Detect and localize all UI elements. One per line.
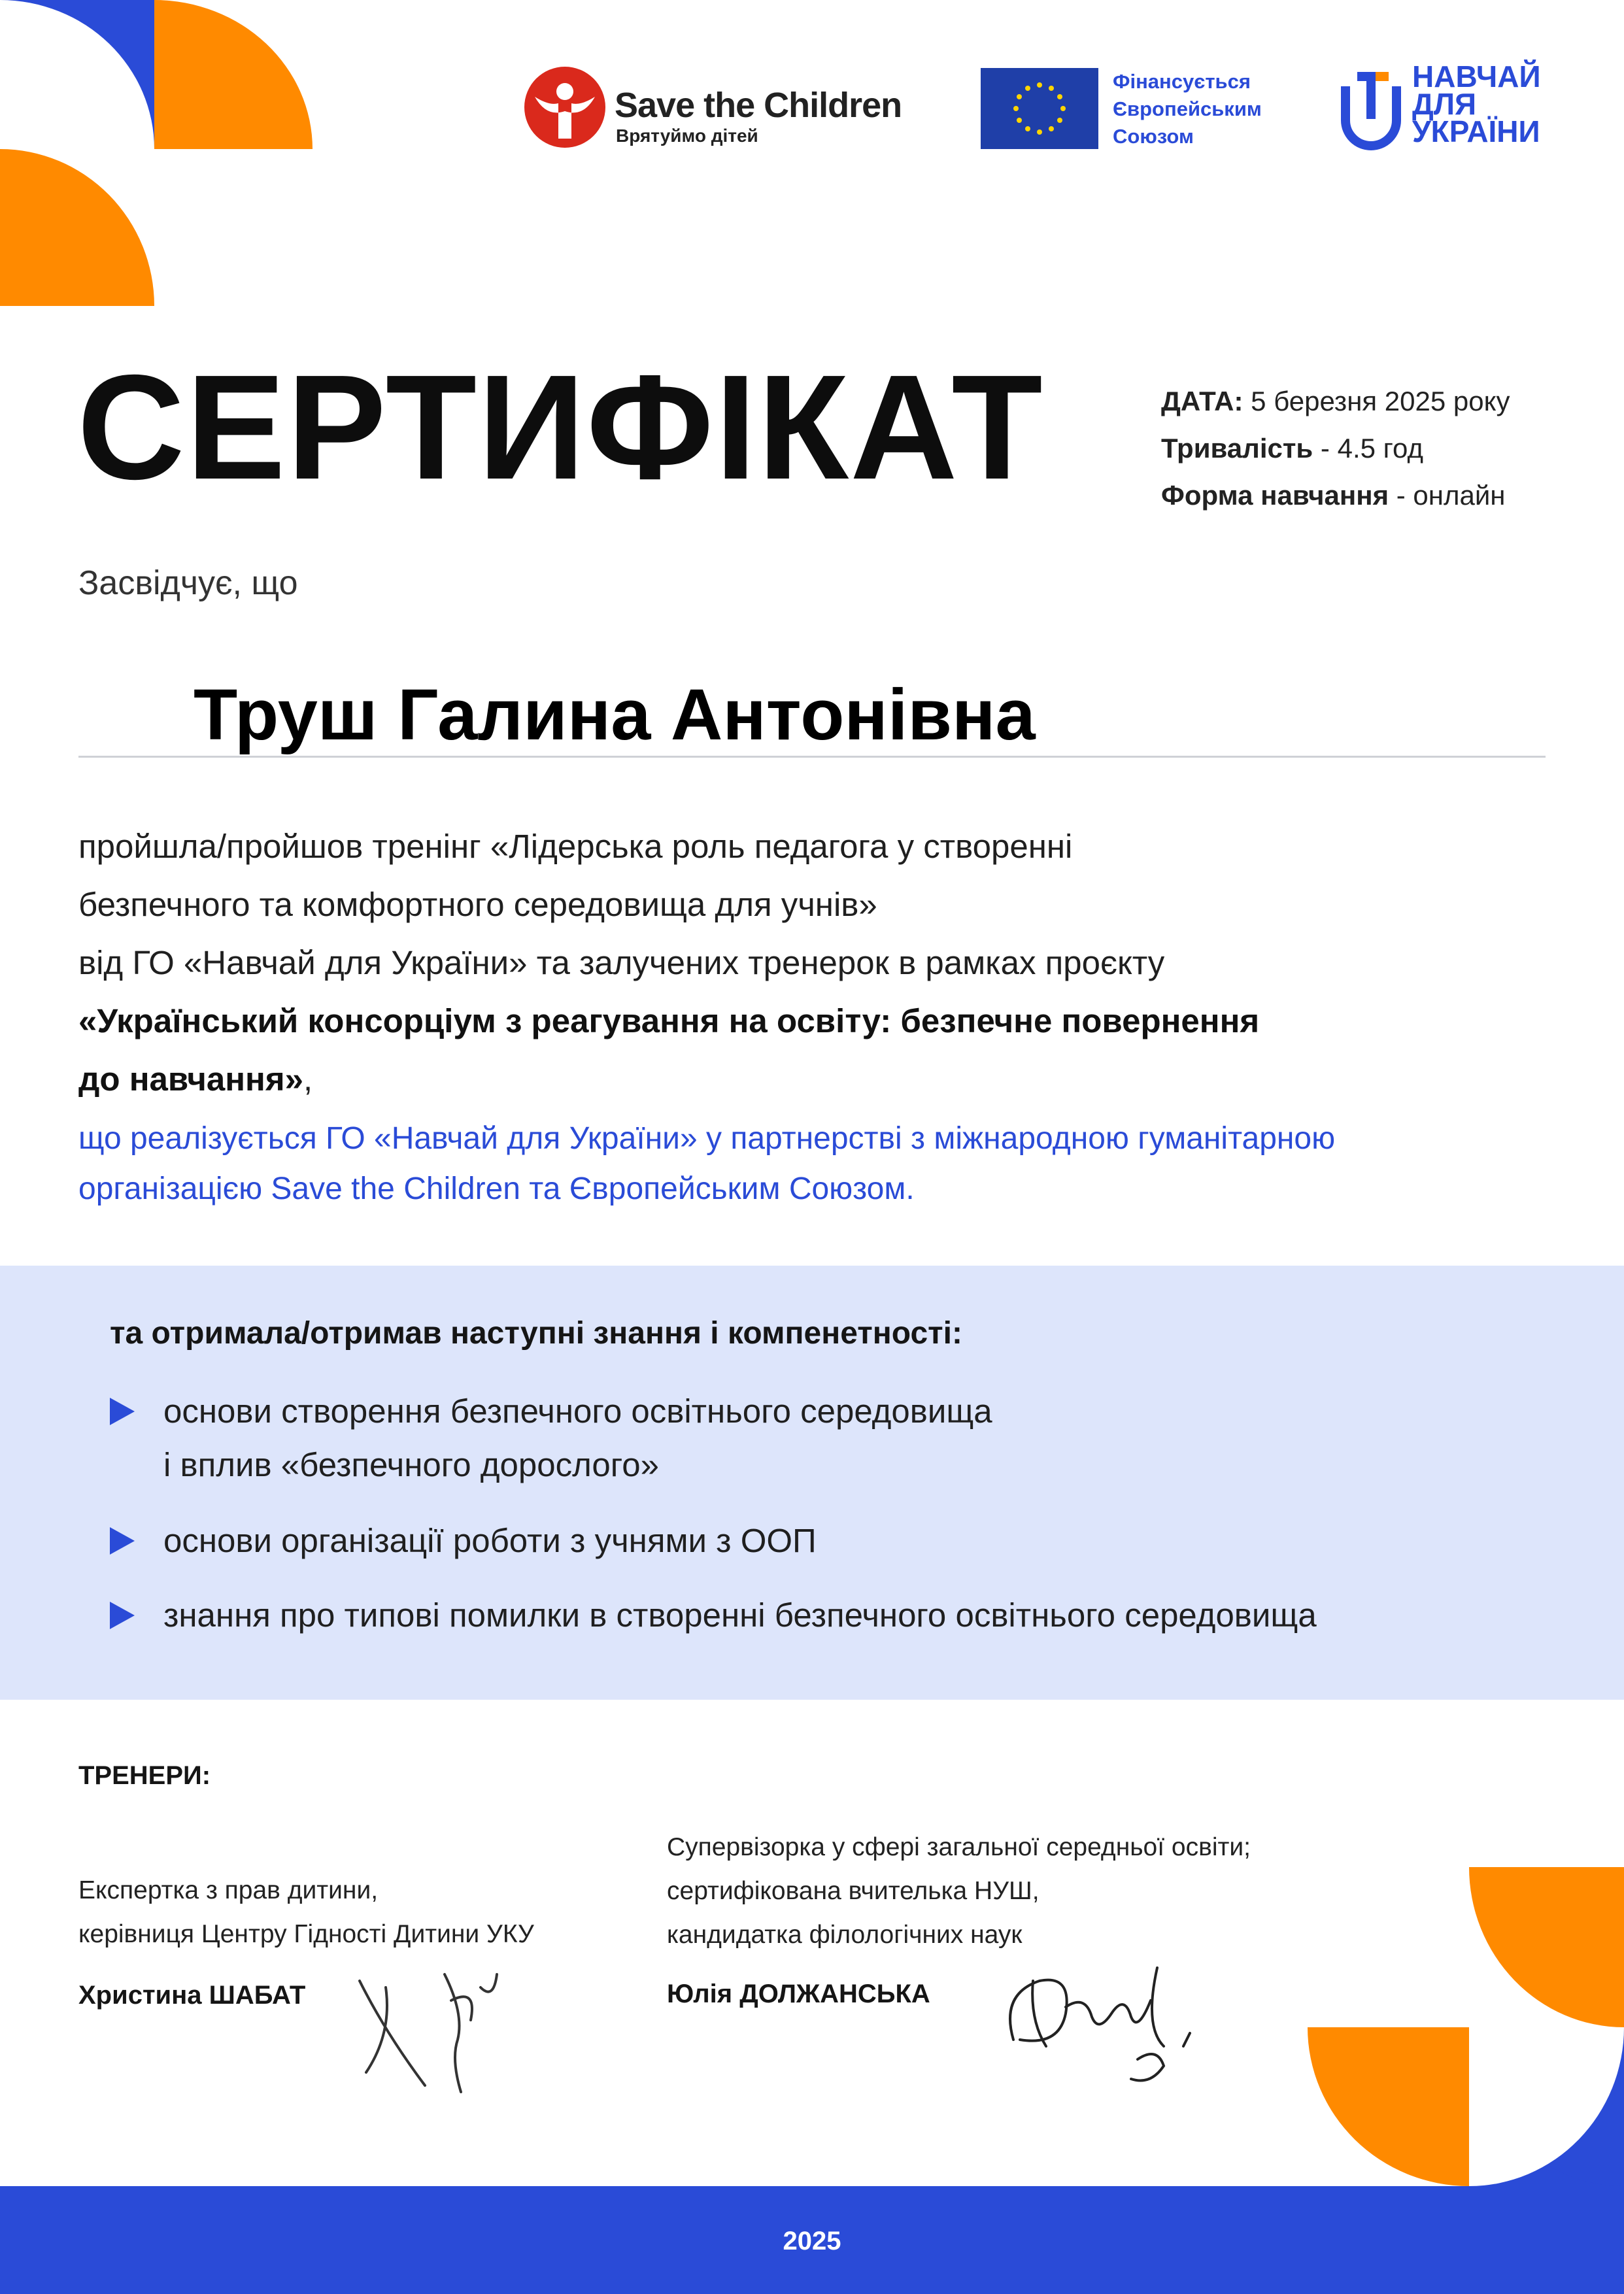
certifies-text: Засвідчує, що [78,564,298,602]
trainer-1-signature [347,1961,516,2112]
trainers-label: ТРЕНЕРИ: [78,1761,211,1790]
project-name-line-2: до навчання» [78,1060,303,1098]
navchai-logo-text: НАВЧАЙ ДЛЯ УКРАЇНИ [1412,59,1541,148]
competencies-title: та отримала/отримав наступні знання і компенетності: [110,1316,962,1351]
partnership-line-1: що реалізується ГО «Навчай для України» у партнерстві з міжнародною гуманітарною [78,1121,1336,1156]
trainer-1-role-line-1: Експертка з прав дитини, [78,1876,379,1904]
save-the-children-emblem-icon [523,65,607,149]
trainer-1-role-line-2: керівниця Центру Гідності Дитини УКУ [78,1920,534,1948]
certificate-title: СЕРТИФІКАТ [77,345,1044,511]
bullet-arrow-icon [110,1602,135,1629]
trainer-2-signature [994,1955,1210,2099]
eu-funding-text: Фінансується Європейським Союзом [1113,70,1262,148]
eu-flag-icon [981,68,1098,149]
meta-form-label: Форма навчання [1161,480,1389,511]
meta-date-label: ДАТА: [1161,386,1243,416]
body-line-3: від ГО «Навчай для України» та залучених тренерок в рамках проєкту [78,944,1165,981]
save-the-children-name: Save the Children [615,86,902,125]
competency-item-2: основи організації роботи з учнями з ООП [163,1522,817,1559]
bullet-arrow-icon [110,1527,135,1555]
competency-item-3: знання про типові помилки в створенні безпечного освітнього середовища [163,1596,1317,1634]
trainer-2-role-line-1: Супервізорка у сфері загальної середньої освіти; [667,1833,1251,1861]
navchai-emblem-icon [1342,68,1400,150]
competency-item-1-line-2: і вплив «безпечного дорослого» [163,1446,660,1483]
trainer-2-role-line-2: сертифікована вчителька НУШ, [667,1877,1040,1905]
project-name-line-1: «Український консорціум з реагування на освіту: безпечне повернення [78,1002,1260,1039]
footer-year: 2025 [783,2227,841,2255]
meta-date-value: 5 березня 2025 року [1243,386,1510,416]
meta-duration-value: - 4.5 год [1313,433,1423,464]
partnership-line-2: організацією Save the Children та Європейським Союзом. [78,1172,915,1206]
meta-duration-label: Тривалість [1161,433,1313,464]
trainer-1-name: Христина ШАБАТ [78,1981,306,2010]
project-name-comma: , [303,1060,313,1098]
bullet-arrow-icon [110,1398,135,1425]
body-line-2: безпечного та комфортного середовища для учнів» [78,886,877,923]
competency-item-1-line-1: основи створення безпечного освітнього середовища [163,1392,992,1430]
top-left-decoration [0,0,314,307]
save-the-children-tagline: Врятуймо дітей [616,126,758,146]
project-name-line-2-wrap [78,1050,1556,1108]
meta-date [1161,386,1510,417]
certificate-body [78,817,1556,1214]
name-underline [78,756,1546,758]
trainer-2-name: Юлія ДОЛЖАНСЬКА [667,1980,930,2008]
trainer-2-role-line-3: кандидатка філологічних наук [667,1921,1023,1949]
meta-form [1161,480,1506,511]
bottom-right-decoration [1308,1867,1624,2186]
meta-form-value: - онлайн [1389,480,1506,511]
body-line-1: пройшла/пройшов тренінг «Лідерська роль педагога у створенні [78,828,1073,865]
meta-duration [1161,433,1423,464]
recipient-name: Труш Галина Антонівна [194,675,1036,755]
